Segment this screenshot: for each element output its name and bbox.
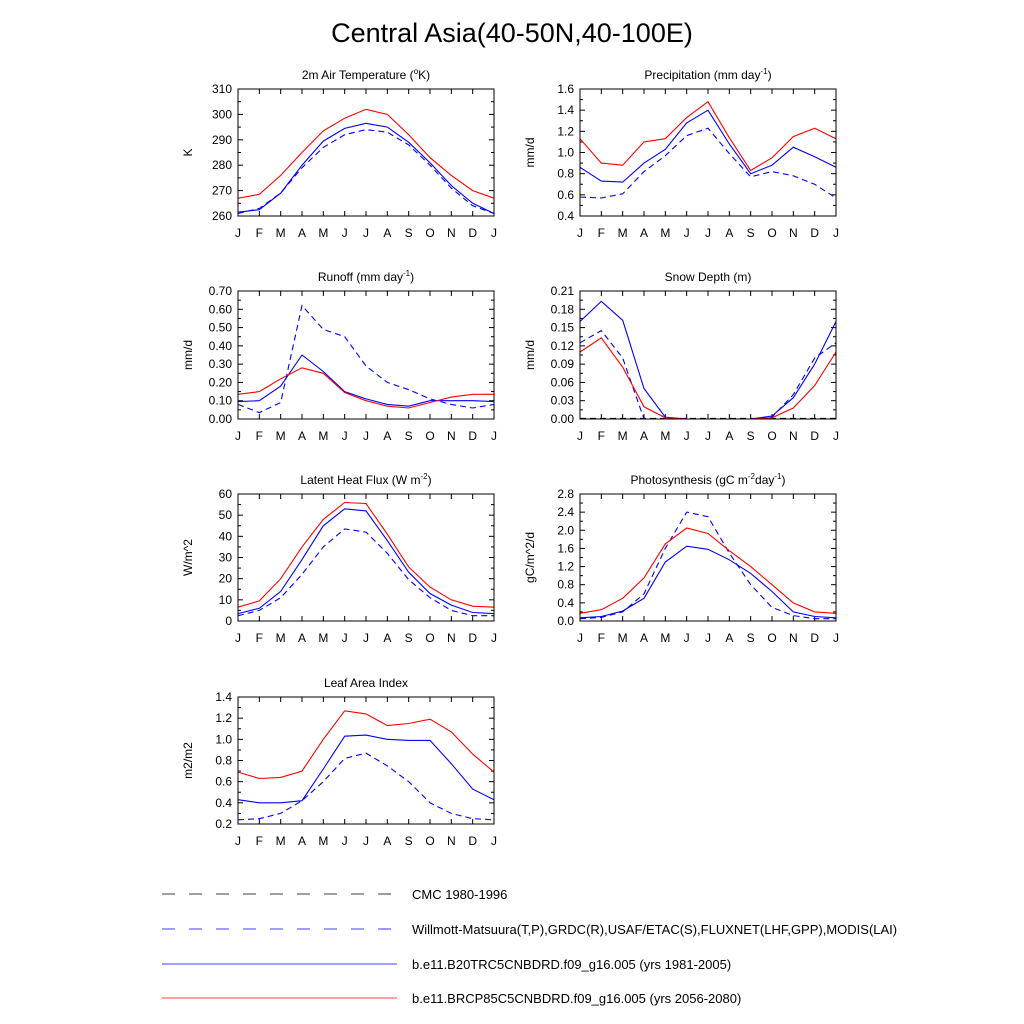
y-tick-label: 0.18	[550, 302, 574, 317]
y-tick-label: 1.2	[215, 711, 232, 726]
x-tick-label: J	[235, 631, 241, 645]
series-line-2	[238, 503, 494, 608]
x-tick-label: N	[446, 631, 456, 645]
y-tick-label: 310	[211, 82, 232, 96]
x-tick-label: M	[617, 631, 628, 645]
y-axis-label: gC/m^2/d	[523, 532, 537, 583]
y-tick-label: 0.2	[215, 817, 232, 831]
y-tick-label: 2.0	[557, 523, 574, 538]
series-line-1	[580, 331, 836, 419]
y-tick-label: 0.09	[550, 357, 574, 372]
series-line-2	[580, 528, 836, 613]
x-tick-label: A	[297, 429, 307, 443]
panel-4	[181, 472, 497, 645]
x-tick-label: J	[705, 226, 711, 240]
x-tick-label: M	[660, 226, 671, 240]
panel-frame	[238, 494, 494, 621]
y-tick-label: 0.8	[557, 577, 574, 592]
x-tick-label: J	[833, 429, 839, 443]
x-tick-label: A	[383, 834, 392, 848]
x-tick-label: O	[425, 429, 435, 443]
x-tick-label: A	[383, 429, 392, 443]
x-tick-label: A	[297, 834, 307, 848]
panel-2	[181, 269, 497, 443]
y-axis-label: mm/d	[523, 137, 537, 168]
series-line-2	[238, 368, 494, 408]
panel-title-main: Snow Depth (m)	[664, 270, 752, 284]
x-tick-label: N	[446, 226, 456, 240]
y-axis-label: mm/d	[181, 340, 195, 370]
y-axis-label: K	[181, 148, 195, 157]
y-tick-label: 20	[218, 571, 232, 586]
x-tick-label: A	[297, 631, 307, 645]
series-line-1	[238, 123, 494, 213]
y-tick-label: 1.4	[215, 690, 232, 704]
x-tick-label: J	[235, 429, 241, 443]
x-tick-label: A	[297, 226, 307, 240]
x-tick-label: D	[468, 631, 478, 645]
panel-title-rest2: )	[781, 473, 786, 487]
x-tick-label: A	[639, 429, 649, 443]
y-tick-label: 0.70	[208, 284, 232, 298]
x-tick-label: S	[404, 429, 413, 443]
panel-title-main: Runoff (mm day	[317, 270, 404, 284]
series-line-0	[580, 128, 836, 198]
y-tick-label: 30	[218, 550, 232, 565]
x-tick-label: J	[341, 631, 348, 645]
series-line-0	[238, 753, 494, 820]
y-tick-label: 0.03	[550, 393, 574, 408]
legend-label-2: b.e11.B20TRC5CNBDRD.f09_g16.005 (yrs 1981-2005)	[412, 957, 732, 972]
x-tick-label: M	[318, 226, 329, 240]
panel-title-rest: )	[767, 68, 772, 82]
x-tick-label: F	[255, 834, 264, 848]
y-tick-label: 0.40	[208, 338, 232, 353]
panel-title-sup: -2	[747, 472, 756, 481]
y-tick-label: 10	[218, 592, 232, 607]
legend-label-3: b.e11.BRCP85C5CNBDRD.f09_g16.005 (yrs 2056-2080)	[412, 991, 742, 1006]
y-tick-label: 60	[218, 487, 232, 501]
x-tick-label: F	[255, 631, 264, 645]
series-line-2	[238, 109, 494, 198]
x-tick-label: J	[363, 226, 369, 240]
x-tick-label: M	[275, 429, 286, 443]
y-tick-label: 270	[211, 183, 232, 198]
x-tick-label: N	[446, 429, 456, 443]
x-tick-label: A	[639, 226, 649, 240]
x-tick-label: D	[468, 834, 478, 848]
x-tick-label: J	[491, 834, 497, 848]
y-tick-label: 1.2	[557, 124, 574, 139]
panel-title-sup: -2	[420, 472, 428, 481]
y-tick-label: 0.4	[557, 595, 574, 610]
y-tick-label: 0.06	[550, 375, 574, 390]
panel-title-sup: o	[413, 67, 419, 76]
series-line-2	[580, 301, 836, 419]
x-tick-label: O	[767, 226, 777, 240]
y-tick-label: 1.6	[557, 82, 574, 96]
x-tick-label: J	[363, 834, 369, 848]
panel-title	[644, 67, 771, 82]
x-tick-label: J	[363, 631, 369, 645]
x-tick-label: D	[810, 226, 820, 240]
x-tick-label: J	[577, 631, 583, 645]
y-tick-label: 290	[211, 132, 232, 147]
x-tick-label: F	[597, 631, 606, 645]
x-tick-label: M	[617, 226, 628, 240]
y-tick-label: 50	[218, 508, 232, 523]
series-line-0	[238, 130, 494, 214]
panel-3	[523, 270, 839, 443]
y-tick-label: 280	[211, 158, 232, 173]
series-line-0	[580, 512, 836, 619]
series-line-1	[238, 735, 494, 803]
panel-title-main: Latent Heat Flux (W m	[300, 473, 421, 487]
y-tick-label: 0.30	[208, 357, 232, 372]
panel-title-main: Precipitation (mm day	[644, 68, 761, 82]
x-tick-label: J	[341, 429, 348, 443]
x-tick-label: O	[425, 226, 435, 240]
x-tick-label: J	[491, 429, 497, 443]
x-tick-label: J	[833, 226, 839, 240]
x-tick-label: M	[275, 226, 286, 240]
series-line-1	[238, 355, 494, 406]
x-tick-label: F	[255, 226, 264, 240]
y-tick-label: 1.6	[557, 541, 574, 556]
legend-label-0: CMC 1980-1996	[412, 887, 508, 902]
x-tick-label: N	[788, 429, 798, 443]
x-tick-label: O	[425, 834, 435, 848]
x-tick-label: J	[705, 429, 711, 443]
panel-title-sup: -1	[403, 269, 411, 278]
series-line-3	[580, 338, 836, 419]
x-tick-label: M	[660, 631, 671, 645]
y-tick-label: 260	[211, 209, 232, 223]
y-tick-label: 1.0	[215, 732, 232, 747]
y-tick-label: 0.00	[208, 412, 232, 426]
x-tick-label: S	[404, 226, 413, 240]
x-tick-label: S	[746, 429, 755, 443]
y-tick-label: 0.6	[557, 187, 574, 202]
x-tick-label: J	[577, 429, 583, 443]
x-tick-label: J	[577, 226, 583, 240]
x-tick-label: N	[788, 226, 798, 240]
panel-frame	[580, 291, 836, 419]
x-tick-label: A	[383, 226, 392, 240]
y-tick-label: 0.60	[208, 302, 232, 317]
x-tick-label: O	[767, 429, 777, 443]
x-tick-label: J	[341, 226, 348, 240]
x-tick-label: M	[617, 429, 628, 443]
y-tick-label: 0.10	[208, 393, 232, 408]
y-tick-label: 0.20	[208, 375, 232, 390]
x-tick-label: J	[833, 631, 839, 645]
x-tick-label: J	[363, 429, 369, 443]
y-axis-label: m2/m2	[181, 742, 195, 779]
panel-title	[318, 269, 414, 284]
panel-title-rest: )	[410, 270, 415, 284]
x-tick-label: D	[468, 429, 478, 443]
y-tick-label: 0.6	[215, 774, 232, 789]
x-tick-label: A	[639, 631, 649, 645]
y-axis-label: mm/d	[523, 340, 537, 370]
x-tick-label: A	[383, 631, 392, 645]
x-tick-label: M	[660, 429, 671, 443]
panel-title	[665, 270, 752, 284]
panel-frame	[238, 697, 494, 824]
x-tick-label: J	[341, 834, 348, 848]
panels	[181, 67, 839, 848]
y-tick-label: 1.0	[557, 145, 574, 160]
panel-title	[324, 676, 408, 690]
x-tick-label: D	[468, 226, 478, 240]
x-tick-label: J	[235, 834, 241, 848]
legend-label-1: Willmott-Matsuura(T,P),GRDC(R),USAF/ETAC(S),FLUXNET(LHF,GPP),MODIS(LAI)	[412, 922, 898, 937]
x-tick-label: M	[275, 834, 286, 848]
x-tick-label: A	[725, 631, 734, 645]
panel-title	[631, 472, 786, 487]
y-tick-label: 2.8	[557, 487, 574, 501]
y-tick-label: 1.4	[557, 103, 574, 118]
y-tick-label: 0.15	[550, 320, 574, 335]
panel-title-main: 2m Air Temperature (	[301, 68, 414, 82]
panel-title-rest: day	[755, 473, 775, 487]
y-tick-label: 0.21	[550, 284, 574, 298]
legend	[162, 887, 897, 1006]
x-tick-label: D	[810, 429, 820, 443]
x-tick-label: F	[255, 429, 264, 443]
x-tick-label: N	[446, 834, 456, 848]
x-tick-label: M	[275, 631, 286, 645]
series-line-1	[580, 110, 836, 182]
x-tick-label: J	[491, 226, 497, 240]
y-tick-label: 0.0	[557, 614, 574, 628]
x-tick-label: F	[597, 226, 606, 240]
x-tick-label: J	[683, 631, 690, 645]
x-tick-label: O	[767, 631, 777, 645]
x-tick-label: S	[746, 226, 755, 240]
panel-title	[300, 472, 431, 487]
x-tick-label: J	[235, 226, 241, 240]
x-tick-label: O	[425, 631, 435, 645]
y-tick-label: 0.4	[215, 795, 232, 810]
y-tick-label: 0	[225, 614, 232, 628]
y-tick-label: 0.8	[215, 753, 232, 768]
x-tick-label: M	[318, 834, 329, 848]
panel-1	[523, 67, 839, 240]
panel-frame	[580, 494, 836, 621]
y-tick-label: 2.4	[557, 505, 574, 520]
series-line-1	[238, 509, 494, 614]
panel-title-main: Leaf Area Index	[323, 676, 409, 690]
figure-title: Central Asia(40-50N,40-100E)	[331, 18, 693, 48]
panel-frame	[238, 291, 494, 419]
panel-title-rest: K)	[418, 68, 431, 82]
x-tick-label: J	[491, 631, 497, 645]
y-tick-label: 300	[211, 107, 232, 122]
y-tick-label: 0.50	[208, 320, 232, 335]
x-tick-label: N	[788, 631, 798, 645]
x-tick-label: M	[318, 429, 329, 443]
panel-title-main: Photosynthesis (gC m	[630, 473, 748, 487]
x-tick-label: S	[746, 631, 755, 645]
x-tick-label: J	[683, 429, 690, 443]
y-tick-label: 0.12	[550, 338, 574, 353]
panel-title-rest: )	[427, 473, 432, 487]
x-tick-label: M	[318, 631, 329, 645]
x-tick-label: D	[810, 631, 820, 645]
series-line-1	[580, 546, 836, 618]
y-axis-label: W/m^2	[181, 539, 195, 576]
x-tick-label: S	[404, 631, 413, 645]
series-line-2	[580, 102, 836, 171]
panel-0	[181, 67, 497, 240]
panel-title-sup2: -1	[774, 472, 782, 481]
y-tick-label: 0.4	[557, 209, 574, 223]
panel-frame	[580, 89, 836, 216]
x-tick-label: S	[404, 834, 413, 848]
y-tick-label: 0.00	[550, 412, 574, 426]
x-tick-label: A	[725, 429, 734, 443]
panel-6	[181, 676, 497, 848]
x-tick-label: F	[597, 429, 606, 443]
panel-5	[523, 472, 839, 645]
x-tick-label: A	[725, 226, 734, 240]
y-tick-label: 40	[218, 529, 232, 544]
y-tick-label: 0.8	[557, 166, 574, 181]
x-tick-label: J	[705, 631, 711, 645]
y-tick-label: 1.2	[557, 559, 574, 574]
x-tick-label: J	[683, 226, 690, 240]
panel-title	[302, 67, 430, 82]
panel-title-sup: -1	[760, 67, 768, 76]
series-line-0	[238, 529, 494, 616]
